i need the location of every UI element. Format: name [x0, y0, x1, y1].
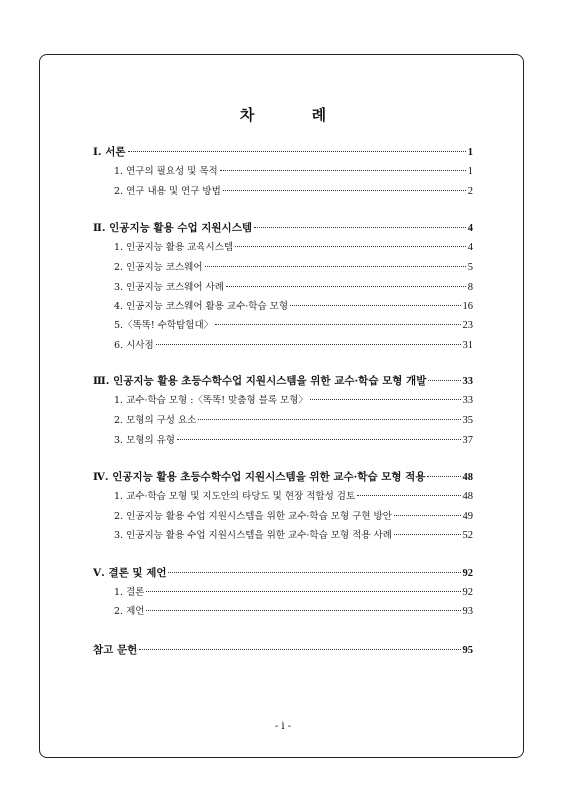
toc-section-entry[interactable] — [93, 372, 473, 390]
dot-leader — [146, 609, 460, 611]
toc-entry-page: 48 — [462, 472, 473, 483]
toc-entry-title: 참고 문헌 — [93, 644, 138, 656]
toc-subsection-entry[interactable] — [93, 412, 473, 430]
dot-leader — [290, 304, 460, 306]
dot-leader — [205, 265, 466, 267]
toc-entry-page: 33 — [462, 395, 473, 406]
toc-entry-page: 4 — [467, 223, 473, 234]
dot-leader — [139, 648, 460, 650]
toc-subsection-entry[interactable] — [93, 239, 473, 257]
toc-subsection-entry[interactable] — [93, 163, 473, 181]
toc-entry-title: 2. 제언 — [114, 606, 145, 617]
toc-entry-page: 48 — [462, 491, 473, 502]
toc-entry-title: 2. 모형의 구성 요소 — [114, 415, 197, 426]
page-number-footer: - i - — [274, 721, 292, 732]
toc-entry-page: 33 — [462, 376, 473, 387]
dot-leader — [220, 169, 466, 171]
toc-subsection-entry[interactable] — [93, 279, 473, 297]
toc-subsection-entry[interactable] — [93, 527, 473, 545]
toc-entry-title: Ⅰ. 서론 — [93, 146, 126, 158]
toc-entry-page: 92 — [462, 587, 473, 598]
toc-entry-page: 5 — [467, 262, 473, 273]
dot-leader — [254, 226, 466, 228]
dot-leader — [128, 150, 466, 152]
toc-subsection-entry[interactable] — [93, 508, 473, 526]
toc-entry-page: 95 — [462, 645, 473, 656]
toc-entry-page: 8 — [467, 282, 473, 293]
toc-subsection-entry[interactable] — [93, 259, 473, 277]
toc-entry-page: 35 — [462, 415, 473, 426]
page-title: 차 례 — [239, 106, 353, 124]
toc-section-entry[interactable] — [93, 564, 473, 582]
toc-subsection-entry[interactable] — [93, 298, 473, 316]
toc-subsection-entry[interactable] — [93, 317, 473, 335]
toc-entry-title: 1. 결론 — [114, 587, 145, 598]
dot-leader — [146, 590, 460, 592]
dot-leader — [235, 245, 466, 247]
toc-entry-title: 1. 인공지능 활용 교육시스템 — [114, 242, 234, 253]
toc-entry-title: 1. 연구의 필요성 및 목적 — [114, 166, 218, 177]
toc-entry-page: 1 — [467, 166, 473, 177]
toc-entry-page: 93 — [462, 606, 473, 617]
toc-entry-title: Ⅳ. 인공지능 활용 초등수학수업 지원시스템을 위한 교수·학습 모형 적용 — [93, 471, 426, 483]
toc-entry-title: 2. 인공지능 코스웨어 — [114, 262, 203, 273]
toc-section-entry[interactable] — [93, 143, 473, 161]
toc-entry-title: 3. 인공지능 활용 수업 지원시스템을 위한 교수·학습 모형 적용 사례 — [114, 530, 392, 541]
toc-subsection-entry[interactable] — [93, 337, 473, 355]
dot-leader — [310, 398, 461, 400]
toc-entry-page: 31 — [462, 340, 473, 351]
toc-section-entry[interactable] — [93, 468, 473, 486]
toc-entry-title: 3. 인공지능 코스웨어 사례 — [114, 282, 224, 293]
toc-subsection-entry[interactable] — [93, 584, 473, 602]
dot-leader — [394, 533, 461, 535]
dot-leader — [177, 438, 461, 440]
dot-leader — [428, 379, 460, 381]
toc-entry-page: 2 — [467, 186, 473, 197]
toc-subsection-entry[interactable] — [93, 603, 473, 621]
toc-subsection-entry[interactable] — [93, 488, 473, 506]
dot-leader — [394, 514, 461, 516]
toc-entry-page: 49 — [462, 511, 473, 522]
toc-subsection-entry[interactable] — [93, 392, 473, 410]
toc-subsection-entry[interactable] — [93, 183, 473, 201]
toc-entry-title: 1. 교수·학습 모형 :〈똑똑! 맞춤형 블록 모형〉 — [114, 395, 308, 406]
toc-entry-page: 23 — [462, 320, 473, 331]
dot-leader — [226, 285, 466, 287]
toc-entry-title: 6. 시사점 — [114, 340, 154, 351]
toc-entry-title: Ⅱ. 인공지능 활용 수업 지원시스템 — [93, 222, 252, 234]
toc-entry-page: 37 — [462, 435, 473, 446]
toc-entry-title: 2. 연구 내용 및 연구 방법 — [114, 186, 221, 197]
dot-leader — [427, 475, 460, 477]
dot-leader — [215, 323, 460, 325]
toc-entry-title: Ⅴ. 결론 및 제언 — [93, 567, 167, 579]
dot-leader — [198, 418, 460, 420]
dot-leader — [223, 189, 466, 191]
dot-leader — [156, 343, 461, 345]
toc-entry-page: 52 — [462, 530, 473, 541]
toc-entry-page: 1 — [467, 147, 473, 158]
dot-leader — [357, 494, 460, 496]
toc-subsection-entry[interactable] — [93, 432, 473, 450]
toc-entry-title: 5.〈똑똑! 수학탐험대〉 — [114, 320, 214, 331]
toc-entry-title: 2. 인공지능 활용 수업 지원시스템을 위한 교수·학습 모형 구현 방안 — [114, 511, 392, 522]
toc-entry-title: 3. 모형의 유형 — [114, 435, 175, 446]
toc-entry-title: 1. 교수·학습 모형 및 지도안의 타당도 및 현장 적합성 검토 — [114, 491, 356, 502]
toc-section-entry[interactable] — [93, 219, 473, 237]
toc-entry-page: 92 — [462, 568, 473, 579]
toc-entry-title: Ⅲ. 인공지능 활용 초등수학수업 지원시스템을 위한 교수·학습 모형 개발 — [93, 375, 427, 387]
dot-leader — [168, 571, 460, 573]
toc-entry-page: 16 — [462, 301, 473, 312]
toc-entry-title: 4. 인공지능 코스웨어 활용 교수·학습 모형 — [114, 301, 289, 312]
toc-entry-page: 4 — [467, 242, 473, 253]
toc-section-entry[interactable] — [93, 641, 473, 659]
